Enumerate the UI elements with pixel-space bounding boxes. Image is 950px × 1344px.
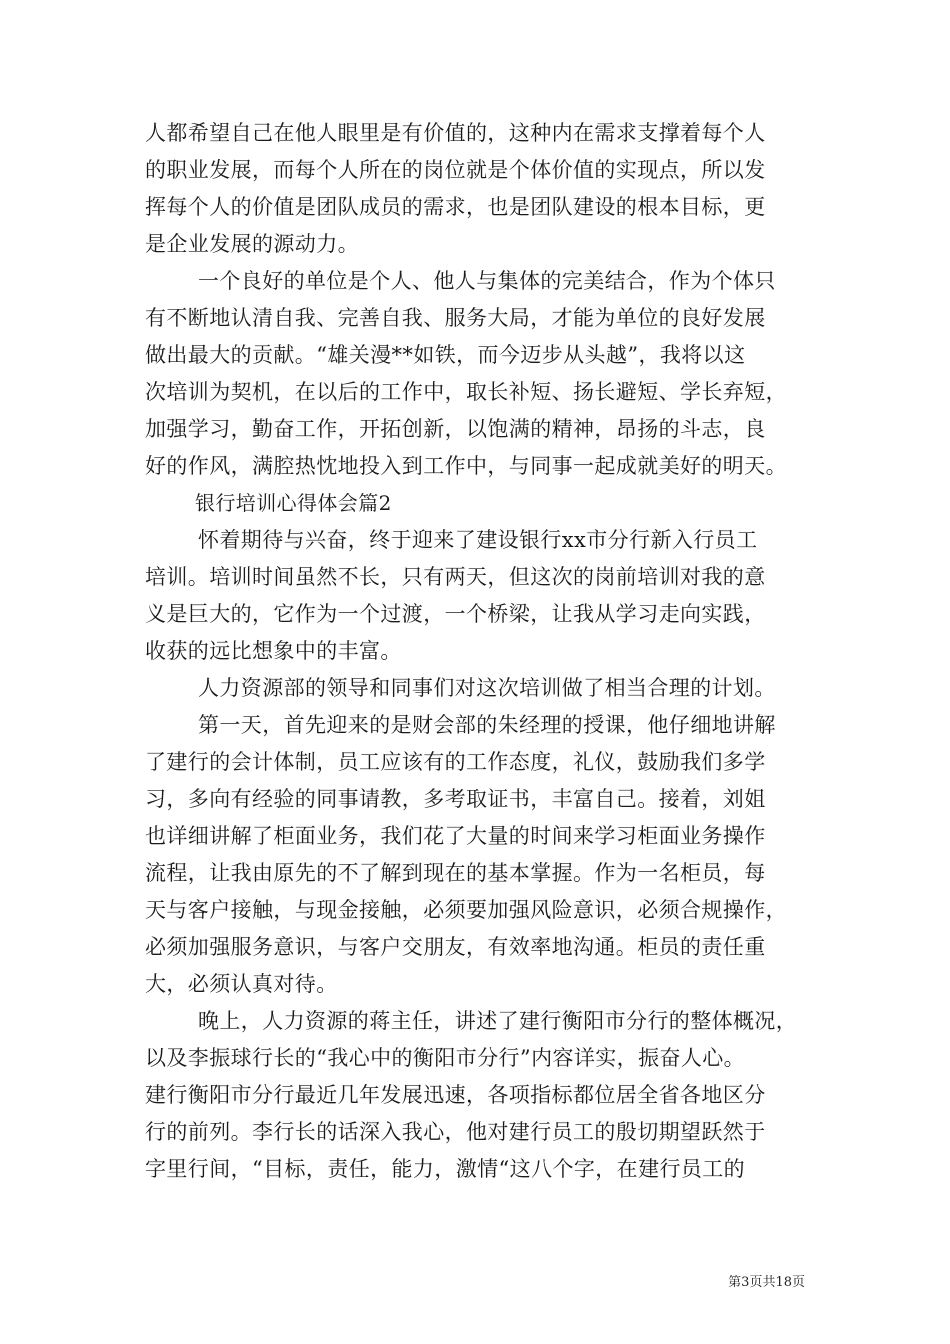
text-line: 有不断地认清自我、完善自我、服务大局，才能为单位的良好发展 [145,306,766,330]
text-line: 建行衡阳市分行最近几年发展迅速，各项指标都位居全省各地区分 [145,1083,766,1107]
text-line: 第一天，首先迎来的是财会部的朱经理的授课，他仔细地讲解 [198,713,776,737]
text-line: 做出最大的贡献。“雄关漫**如铁，而今迈步从头越”，我将以这 [145,343,746,367]
text-line: 人力资源部的领导和同事们对这次培训做了相当合理的计划。 [198,676,776,700]
text-line: 人都希望自己在他人眼里是有价值的，这种内在需求支撑着每个人 [145,121,766,145]
text-line: 习，多向有经验的同事请教，多考取证书，丰富自己。接着，刘姐 [145,787,766,811]
text-line: 以及李振球行长的“我心中的衡阳市分行”内容详实，振奋人心。 [145,1046,746,1070]
page-number-footer: 第3页共18页 [728,1275,805,1290]
text-line: 一个良好的单位是个人、他人与集体的完美结合，作为个体只 [198,269,776,293]
text-line: 的职业发展，而每个人所在的岗位就是个体价值的实现点，所以发 [145,158,766,182]
text-line: 怀着期待与兴奋，终于迎来了建设银行xx市分行新入行员工 [198,528,758,552]
text-line: 培训。培训时间虽然不长，只有两天，但这次的岗前培训对我的意 [145,565,766,589]
text-line: 了建行的会计体制，员工应该有的工作态度，礼仪，鼓励我们多学 [145,750,766,774]
text-line: 行的前列。李行长的话深入我心，他对建行员工的殷切期望跃然于 [145,1120,766,1144]
text-line: 必须加强服务意识，与客户交朋友，有效率地沟通。柜员的责任重 [145,935,766,959]
text-line: 次培训为契机，在以后的工作中，取长补短、扬长避短、学长弃短， [145,380,787,404]
text-line: 是企业发展的源动力。 [145,232,359,256]
text-line: 加强学习，勤奋工作，开拓创新，以饱满的精神，昂扬的斗志，良 [145,417,766,441]
text-line: 天与客户接触，与现金接触，必须要加强风险意识，必须合规操作， [145,898,787,922]
text-line: 晚上，人力资源的蒋主任，讲述了建行衡阳市分行的整体概况， [198,1009,798,1033]
text-line: 也详细讲解了柜面业务，我们花了大量的时间来学习柜面业务操作 [145,824,766,848]
text-line: 大，必须认真对待。 [145,972,338,996]
section-heading: 银行培训心得体会篇2 [195,491,392,515]
text-line: 好的作风，满腔热忱地投入到工作中，与同事一起成就美好的明天。 [145,454,787,478]
text-line: 义是巨大的，它作为一个过渡，一个桥梁，让我从学习走向实践， [145,602,766,626]
text-line: 流程，让我由原先的不了解到现在的基本掌握。作为一名柜员，每 [145,861,766,885]
text-line: 挥每个人的价值是团队成员的需求，也是团队建设的根本目标，更 [145,195,766,219]
document-body [145,115,825,1188]
text-line: 字里行间，“目标，责任，能力，激情“这八个字，在建行员工的 [145,1157,746,1181]
text-line: 收获的远比想象中的丰富。 [145,639,402,663]
